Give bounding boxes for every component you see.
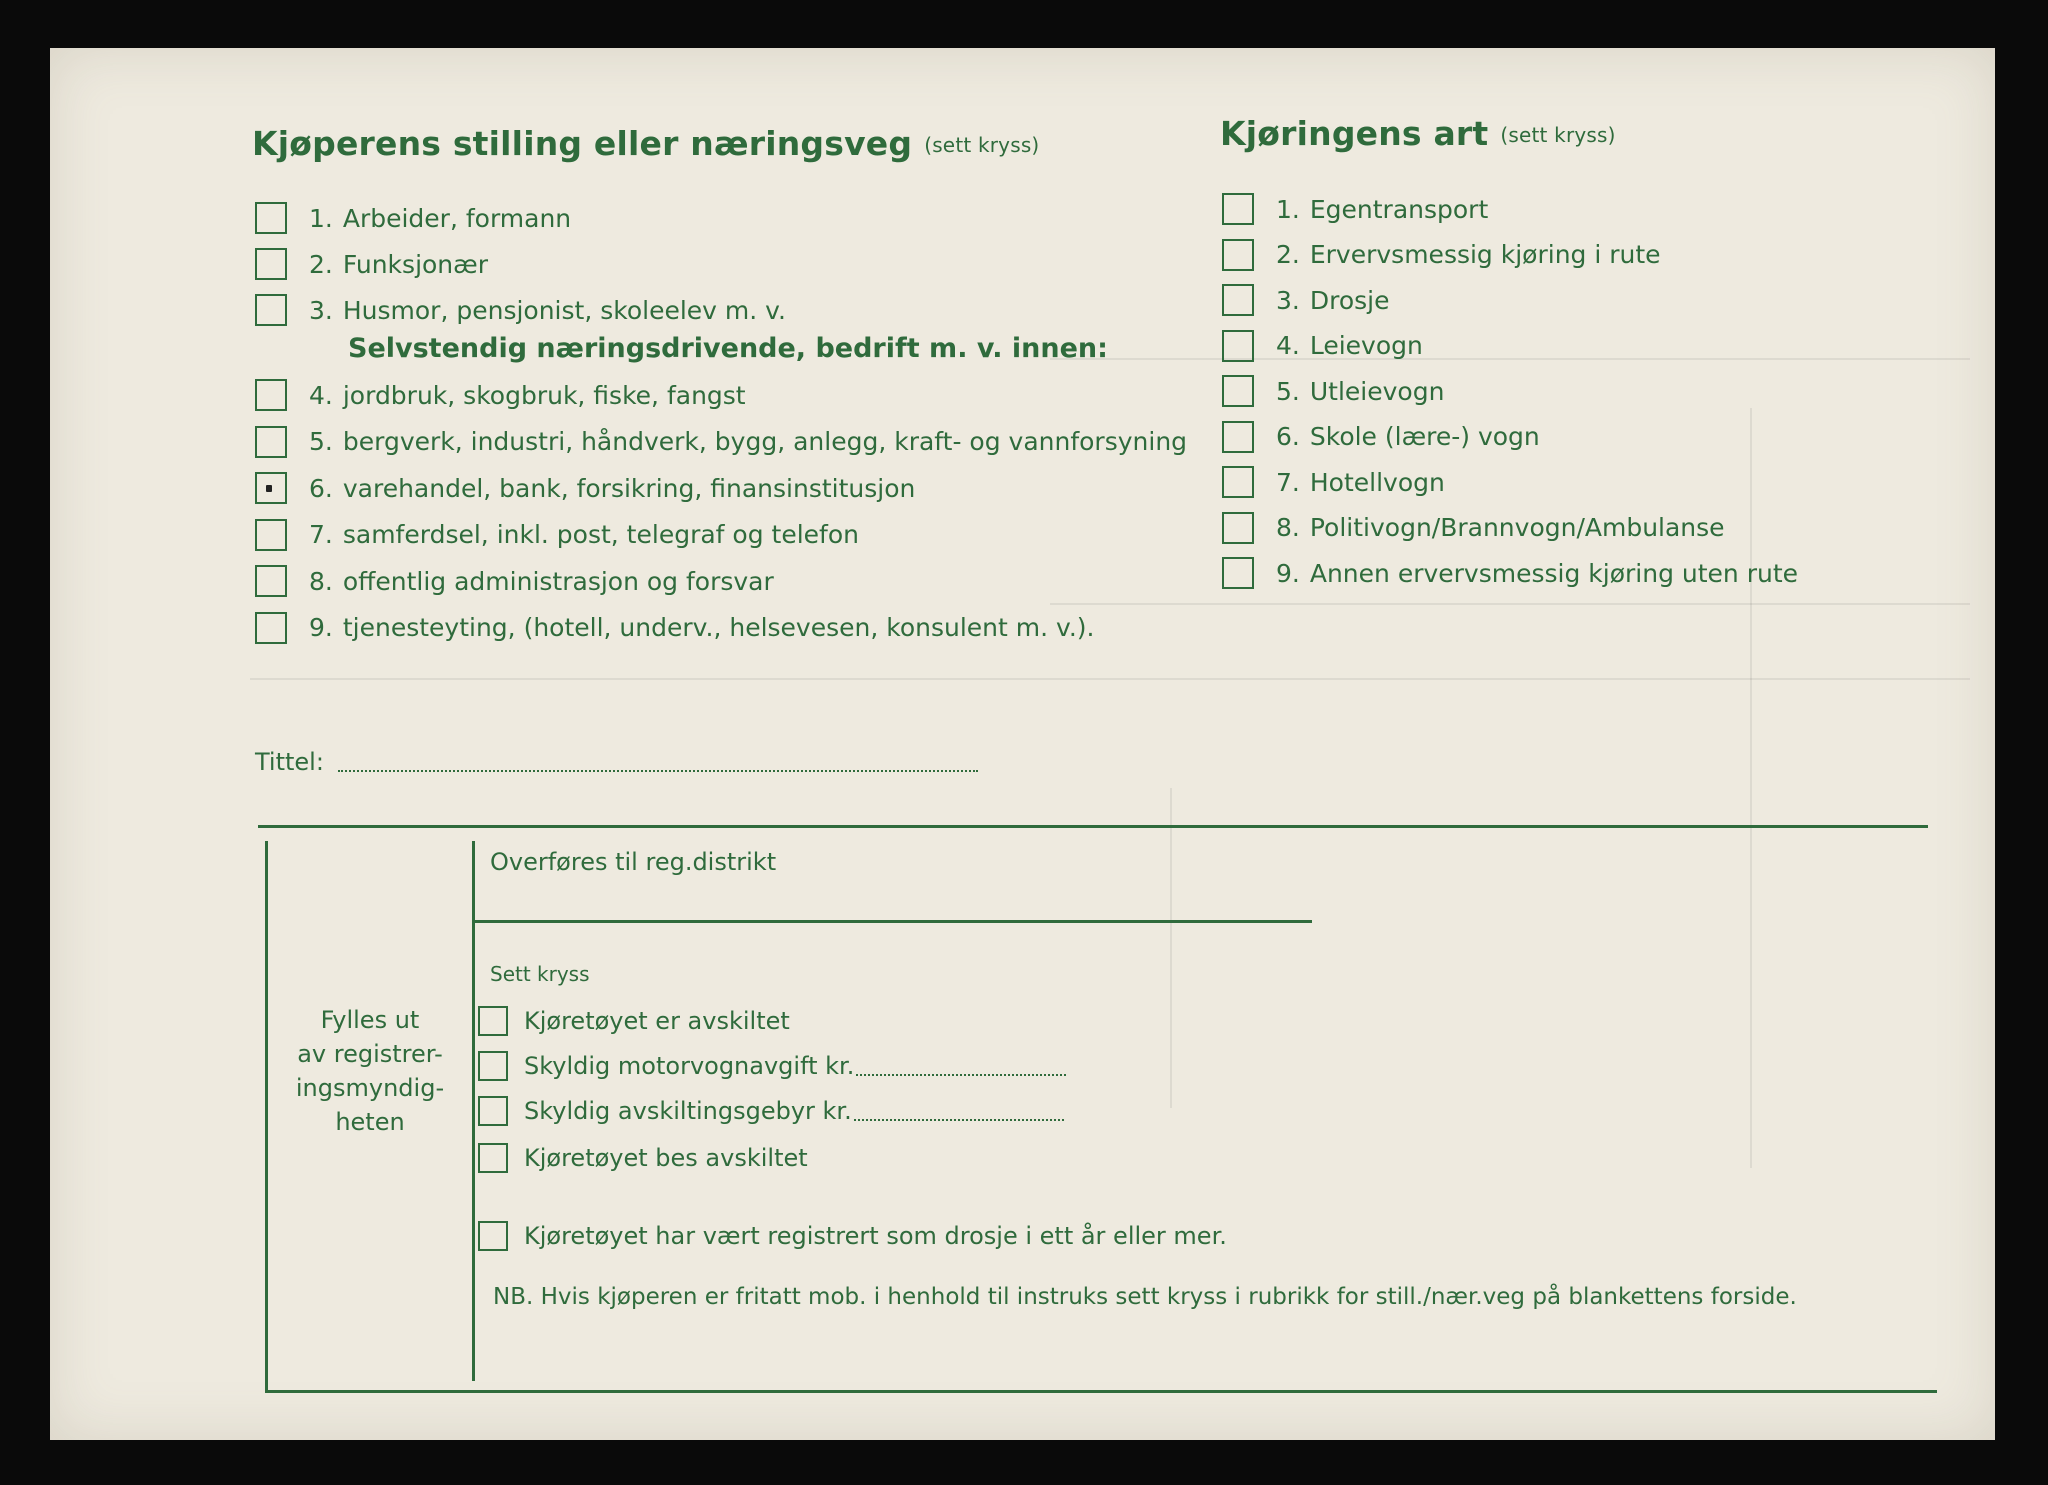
option-number: 2. xyxy=(1276,240,1300,269)
registry-check-option[interactable] xyxy=(478,1091,1064,1131)
driving-type-option[interactable] xyxy=(1222,235,1661,275)
option-label: Leievogn xyxy=(1309,331,1423,360)
checkbox[interactable] xyxy=(1222,375,1254,407)
registry-check-label: Kjøretøyet har vært registrert som drosje i ett år eller mer. xyxy=(524,1222,1227,1250)
option-label: Hotellvogn xyxy=(1309,467,1445,497)
driving-type-option[interactable] xyxy=(1222,462,1445,502)
buyer-occupation-hint: (sett kryss) xyxy=(924,133,1040,157)
registry-side-label xyxy=(272,1003,468,1139)
side-label-line: ingsmyndig- xyxy=(295,1074,445,1102)
driving-type-option[interactable] xyxy=(1222,417,1540,457)
amount-dotted-line[interactable] xyxy=(854,1119,1064,1121)
option-label: Ervervsmessig kjøring i rute xyxy=(1309,240,1661,269)
checkbox[interactable] xyxy=(1222,512,1254,544)
driving-type-option[interactable] xyxy=(1222,280,1390,320)
checkbox[interactable] xyxy=(255,472,287,504)
driving-type-hint: (sett kryss) xyxy=(1500,123,1616,147)
registry-check-label: Skyldig motorvognavgift kr. xyxy=(524,1052,855,1080)
occupation-option[interactable] xyxy=(255,198,571,238)
checkbox[interactable] xyxy=(478,1221,508,1251)
option-label: jordbruk, skogbruk, fiske, fangst xyxy=(342,380,746,410)
show-through-rule xyxy=(1050,603,1970,605)
option-label: bergverk, industri, håndverk, bygg, anlegg, kraft- og vannforsyning xyxy=(342,427,1188,456)
option-label: Funksjonær xyxy=(342,249,488,279)
option-label: offentlig administrasjon og forsvar xyxy=(342,566,774,596)
checkbox[interactable] xyxy=(255,426,287,458)
nb-note: NB. Hvis kjøperen er fritatt mob. i henhold til instruks sett kryss i rubrikk for still./nær.veg på blankettens forside. xyxy=(493,1284,1797,1310)
occupation-option[interactable] xyxy=(255,515,859,555)
buyer-occupation-heading xyxy=(252,124,1039,163)
registry-check-option[interactable] xyxy=(478,1138,808,1178)
registry-box-top-border xyxy=(258,825,1928,828)
option-label: Husmor, pensjonist, skoleelev m. v. xyxy=(342,295,786,325)
occupation-option[interactable] xyxy=(255,561,774,601)
occupation-option[interactable] xyxy=(255,375,746,415)
driving-type-option[interactable] xyxy=(1222,189,1488,229)
option-number: 8. xyxy=(1276,513,1300,542)
show-through-rule xyxy=(1750,408,1752,1168)
option-label: Drosje xyxy=(1309,285,1390,315)
checkbox[interactable] xyxy=(255,519,287,551)
buyer-occupation-title: Kjøperens stilling eller næringsveg xyxy=(252,124,913,163)
checkbox[interactable] xyxy=(1222,239,1254,271)
option-number: 3. xyxy=(309,295,333,325)
checkbox[interactable] xyxy=(255,294,287,326)
occupation-option[interactable] xyxy=(255,290,786,330)
side-label-line: heten xyxy=(335,1108,405,1136)
title-field-line[interactable] xyxy=(338,770,978,772)
occupation-option[interactable] xyxy=(255,608,1095,648)
checkbox[interactable] xyxy=(1222,421,1254,453)
show-through-rule xyxy=(1170,788,1172,1108)
option-number: 4. xyxy=(309,380,333,410)
checkbox[interactable] xyxy=(255,248,287,280)
checkbox[interactable] xyxy=(1222,330,1254,362)
option-number: 1. xyxy=(1276,194,1300,224)
option-number: 3. xyxy=(1276,285,1300,315)
occupation-option[interactable] xyxy=(255,244,488,284)
registry-check-option[interactable] xyxy=(478,1216,1227,1256)
title-field-label: Tittel: xyxy=(255,748,324,776)
checkbox[interactable] xyxy=(255,379,287,411)
option-label: Politivogn/Brannvogn/Ambulanse xyxy=(1309,513,1725,542)
transfer-field-underline xyxy=(472,920,1312,923)
option-label: samferdsel, inkl. post, telegraf og telefon xyxy=(342,520,859,549)
option-number: 4. xyxy=(1276,331,1300,360)
option-label: varehandel, bank, forsikring, finansinstitusjon xyxy=(342,473,916,503)
option-number: 9. xyxy=(309,613,333,642)
option-number: 2. xyxy=(309,249,333,279)
option-number: 6. xyxy=(1276,422,1300,451)
driving-type-heading xyxy=(1220,114,1616,153)
option-number: 6. xyxy=(309,473,333,503)
option-number: 5. xyxy=(309,427,333,456)
occupation-option[interactable] xyxy=(255,422,1187,462)
option-number: 7. xyxy=(1276,467,1300,497)
option-label: Egentransport xyxy=(1309,194,1489,224)
checkbox[interactable] xyxy=(1222,557,1254,589)
option-number: 8. xyxy=(309,566,333,596)
driving-type-option[interactable] xyxy=(1222,553,1798,593)
registry-check-label: Skyldig avskiltingsgebyr kr. xyxy=(524,1097,852,1125)
driving-type-option[interactable] xyxy=(1222,371,1444,411)
checkbox[interactable] xyxy=(478,1051,508,1081)
checkbox[interactable] xyxy=(1222,466,1254,498)
driving-type-option[interactable] xyxy=(1222,508,1725,548)
side-label-line: Fylles ut xyxy=(320,1006,420,1034)
registry-box-bottom-border xyxy=(265,1390,1937,1393)
option-number: 9. xyxy=(1276,558,1300,588)
amount-dotted-line[interactable] xyxy=(856,1074,1066,1076)
option-label: Annen ervervsmessig kjøring uten rute xyxy=(1309,558,1799,588)
option-number: 5. xyxy=(1276,376,1300,406)
form-sheet xyxy=(50,48,1995,1440)
show-through-rule xyxy=(250,678,1970,680)
registry-box-left-border xyxy=(265,841,268,1392)
checkbox[interactable] xyxy=(478,1096,508,1126)
option-label: Skole (lære-) vogn xyxy=(1309,422,1540,451)
registry-check-option[interactable] xyxy=(478,1046,1066,1086)
self-employed-subheading: Selvstendig næringsdrivende, bedrift m. v. innen: xyxy=(348,333,1108,364)
transfer-district-label: Overføres til reg.distrikt xyxy=(490,848,777,876)
option-label: Arbeider, formann xyxy=(342,203,572,233)
option-label: tjenesteyting, (hotell, underv., helsevesen, konsulent m. v.). xyxy=(342,613,1095,642)
checkbox[interactable] xyxy=(1222,284,1254,316)
driving-type-option[interactable] xyxy=(1222,326,1423,366)
registry-check-option[interactable] xyxy=(478,1001,790,1041)
option-label: Utleievogn xyxy=(1309,376,1445,406)
checkbox[interactable] xyxy=(1222,193,1254,225)
side-label-line: av registrer- xyxy=(297,1040,443,1068)
registry-check-label: Kjøretøyet bes avskiltet xyxy=(524,1144,808,1172)
checkbox[interactable] xyxy=(255,202,287,234)
checkbox[interactable] xyxy=(255,612,287,644)
show-through-rule xyxy=(1050,358,1970,360)
registry-check-label: Kjøretøyet er avskiltet xyxy=(524,1007,790,1035)
occupation-option[interactable] xyxy=(255,468,915,508)
sett-kryss-label: Sett kryss xyxy=(490,962,590,986)
option-number: 7. xyxy=(309,520,333,549)
checkbox[interactable] xyxy=(478,1143,508,1173)
driving-type-title: Kjøringens art xyxy=(1220,114,1489,153)
checkbox[interactable] xyxy=(478,1006,508,1036)
option-number: 1. xyxy=(309,203,333,233)
checkbox[interactable] xyxy=(255,565,287,597)
